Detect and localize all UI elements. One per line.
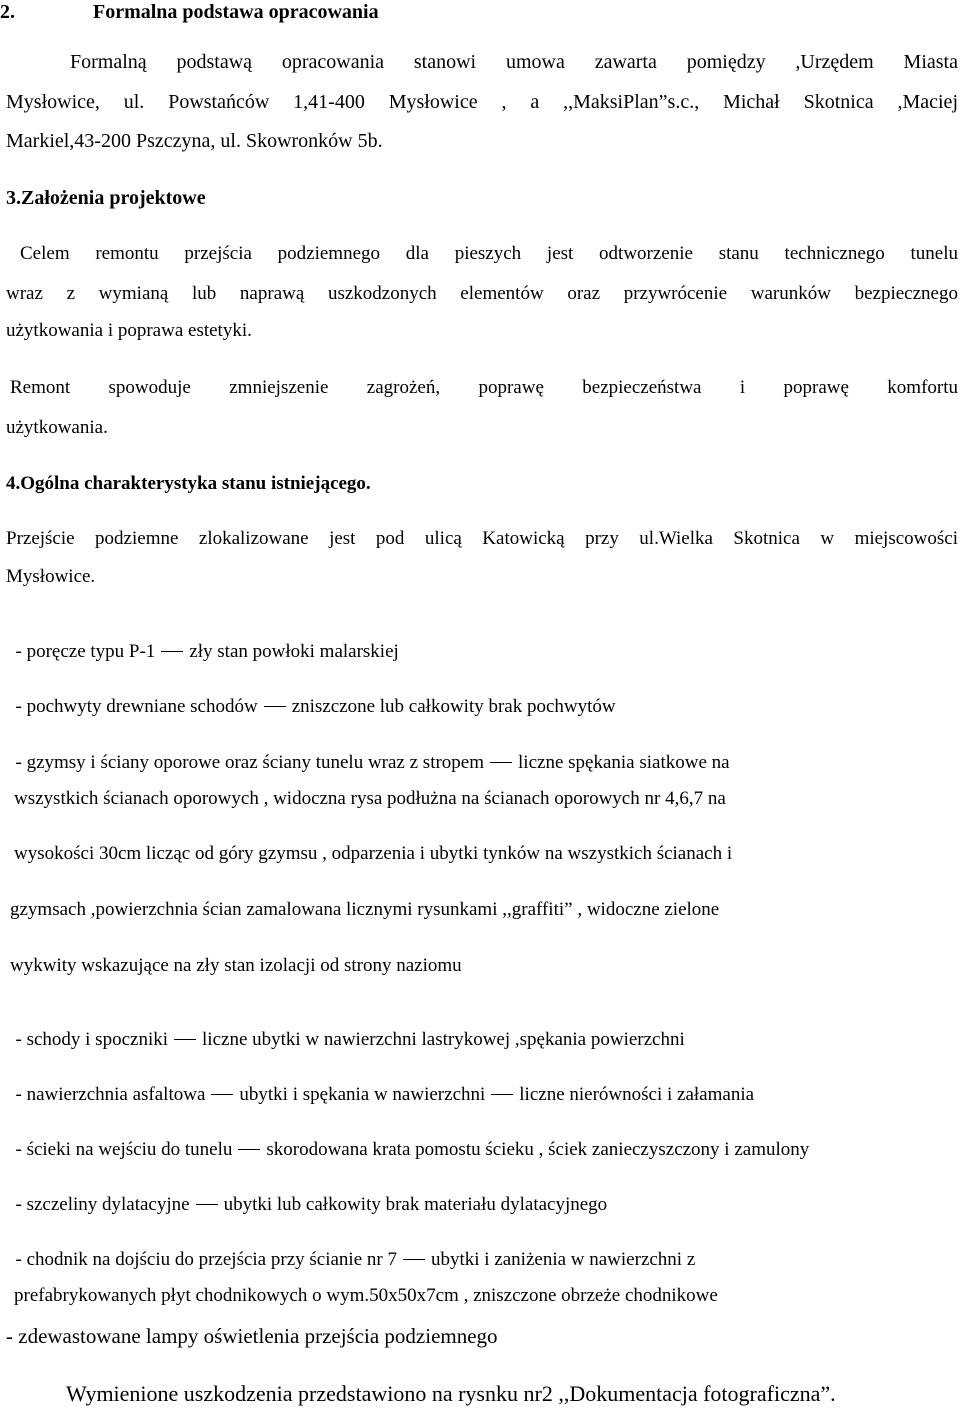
defect-item (6, 1121, 809, 1159)
dash-separator (174, 1039, 196, 1040)
closing-sentence: Wymienione uszkodzenia przedstawiono na rysnku nr2 ,,Dokumentacja fotograficzna”. (66, 1381, 836, 1406)
defect-item-subject: - chodnik na dojściu do przejścia przy ścianie nr 7 (15, 1249, 397, 1270)
defect-item-description: ubytki i zaniżenia w nawierzchni z (430, 1249, 696, 1270)
defect-item (6, 1231, 695, 1269)
defect-item (6, 734, 730, 772)
dash-separator (196, 1204, 218, 1205)
defect-item-description: liczne spękania siatkowe na (518, 752, 730, 773)
section-3-line-4: Remont spowoduje zmniejszenie zagrożeń, poprawę bezpieczeństwa i poprawę komfortu (10, 377, 958, 398)
section-2-line-3: Markiel,43-200 Pszczyna, ul. Skowronków 5b. (6, 130, 383, 152)
defect-item (6, 1176, 607, 1214)
defect-item-continuation: wszystkich ścianach oporowych , widoczna rysa podłużna na ścianach oporowych nr 4,6,7 na (14, 788, 726, 809)
dash-separator (161, 651, 183, 652)
defect-item-subject: - ścieki na wejściu do tunelu (15, 1139, 233, 1160)
defect-item-description: skorodowana krata pomostu ścieku , ściek zanieczyszczony i zamulony (266, 1139, 810, 1160)
dash-separator (211, 1094, 233, 1095)
defect-item-description: liczne nierówności i załamania (519, 1084, 755, 1105)
defect-item-description: zły stan powłoki malarskiej (189, 641, 399, 662)
dash-separator (238, 1149, 260, 1150)
defect-item-description: zniszczone lub całkowity brak pochwytów (291, 696, 616, 717)
defect-item-subject: - pochwyty drewniane schodów (15, 696, 258, 717)
defect-item (6, 623, 399, 661)
section-3-line-1: Celem remontu przejścia podziemnego dla pieszych jest odtworzenie stanu technicznego tunelu (20, 243, 958, 264)
defect-item-subject: - gzymsy i ściany oporowe oraz ściany tunelu wraz z stropem (15, 752, 485, 773)
defect-item-continuation: prefabrykowanych płyt chodnikowych o wym.50x50x7cm , zniszczone obrzeże chodnikowe (14, 1285, 718, 1306)
defect-item-subject: - schody i spoczniki (15, 1029, 169, 1050)
section-3-heading: 3.Założenia projektowe (6, 187, 206, 209)
defect-item (6, 678, 616, 716)
dash-separator (490, 762, 512, 763)
defect-item-subject: - szczeliny dylatacyjne (15, 1194, 190, 1215)
section-2-line-2: Mysłowice, ul. Powstańców 1,41-400 Mysłowice , a ,,MaksiPlan”s.c., Michał Skotnica ,Maciej (6, 91, 958, 113)
dash-separator (403, 1259, 425, 1260)
section-2-line-1: Formalną podstawą opracowania stanowi umowa zawarta pomiędzy ,Urzędem Miasta (70, 51, 958, 73)
section-4-intro-line-2: Mysłowice. (6, 566, 96, 587)
section-4-intro-line-1: Przejście podziemne zlokalizowane jest pod ulicą Katowicką przy ul.Wielka Skotnica w miejscowości (6, 528, 958, 549)
defect-item-description: ubytki lub całkowity brak materiału dylatacyjnego (223, 1194, 608, 1215)
section-4-heading: 4.Ogólna charakterystyka stanu istniejącego. (6, 473, 371, 494)
section-2-number: 2. (0, 1, 15, 23)
defect-item-subject: - nawierzchnia asfaltowa (15, 1084, 206, 1105)
defect-item-continuation: wysokości 30cm licząc od góry gzymsu , odparzenia i ubytki tynków na wszystkich ścianach i (14, 843, 733, 864)
defect-item-subject: - poręcze typu P-1 (15, 641, 156, 662)
defect-item-description: liczne ubytki w nawierzchni lastrykowej ,spękania powierzchni (202, 1029, 685, 1050)
section-3-line-2: wraz z wymianą lub naprawą uszkodzonych elementów oraz przywrócenie warunków bezpiecznego (6, 283, 958, 304)
section-3-line-3: użytkowania i poprawa estetyki. (6, 320, 252, 341)
defect-item-middle: ubytki i spękania w nawierzchni (239, 1084, 486, 1105)
section-2-heading: Formalna podstawa opracowania (93, 1, 379, 23)
defect-item (6, 1066, 754, 1104)
defect-item: - zdewastowane lampy oświetlenia przejścia podziemnego (6, 1324, 498, 1348)
dash-separator (264, 706, 286, 707)
dash-separator (491, 1094, 513, 1095)
defect-item (6, 1011, 685, 1049)
section-3-line-5: użytkowania. (6, 417, 108, 438)
defect-item-continuation: gzymsach ,powierzchnia ścian zamalowana licznymi rysunkami ,,graffiti” , widoczne zielone (10, 899, 720, 920)
defect-item-continuation: wykwity wskazujące na zły stan izolacji od strony naziomu (10, 955, 462, 976)
